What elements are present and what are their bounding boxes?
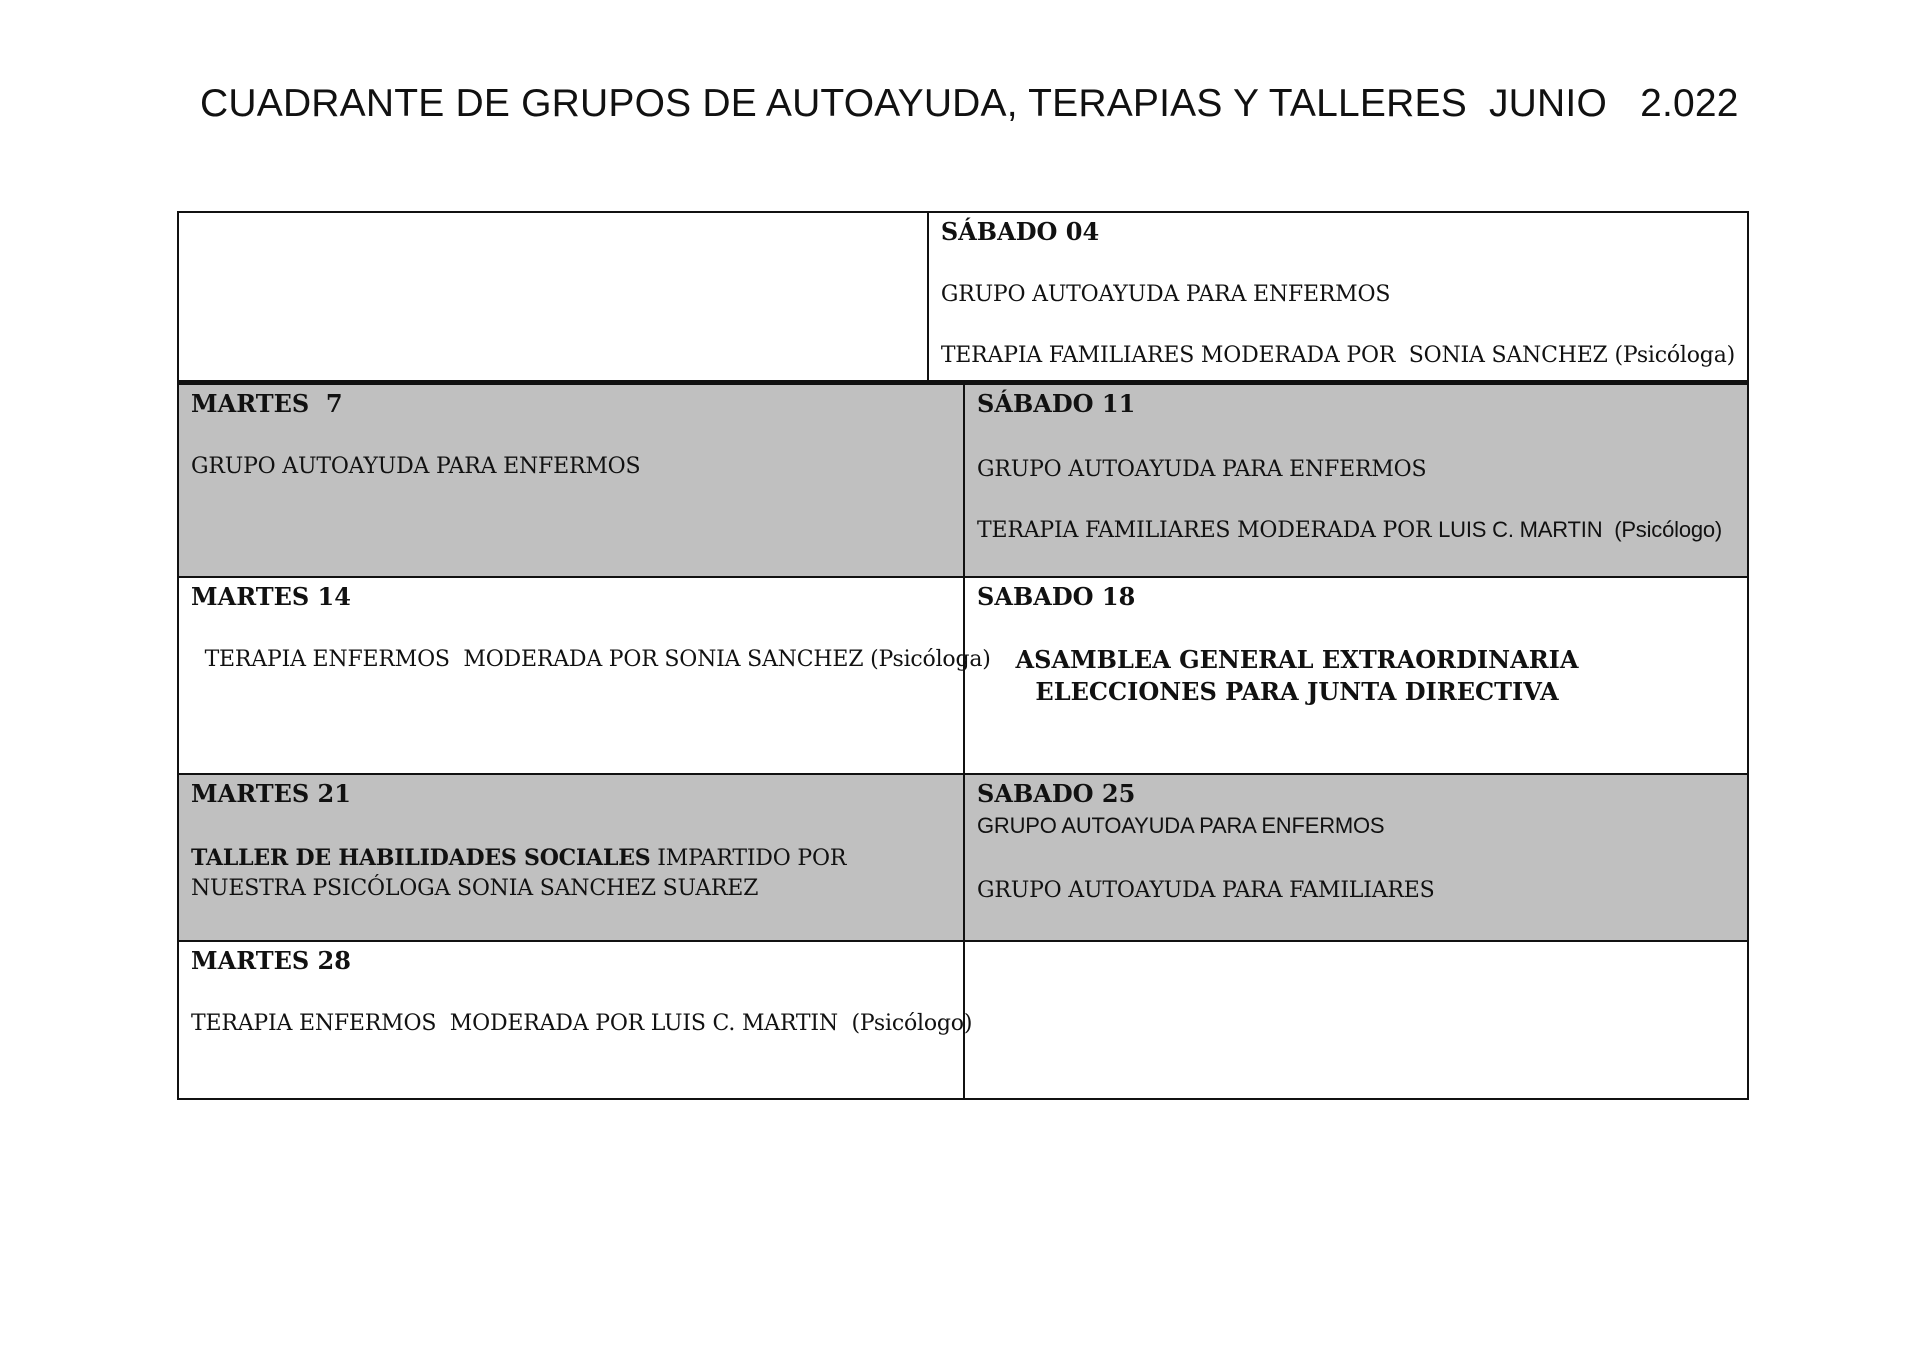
workshop-title: TALLER DE HABILIDADES SOCIALES	[191, 845, 651, 871]
schedule-cell-martes-28	[179, 942, 973, 1098]
session-line: GRUPO AUTOAYUDA PARA FAMILIARES	[977, 878, 1435, 903]
day-heading: SABADO 25	[977, 779, 1136, 808]
page-title: CUADRANTE DE GRUPOS DE AUTOAYUDA, TERAPIAS Y TALLERES JUNIO 2.022	[200, 82, 1739, 125]
schedule-table	[177, 211, 1749, 1100]
session-line: GRUPO AUTOAYUDA PARA ENFERMOS	[191, 454, 641, 479]
schedule-cell-martes-14	[179, 578, 991, 773]
day-heading: MARTES 21	[191, 779, 351, 808]
session-line: TERAPIA ENFERMOS MODERADA POR SONIA SANCHEZ (Psicóloga)	[191, 647, 991, 672]
session-line: GRUPO AUTOAYUDA PARA ENFERMOS	[940, 282, 1391, 307]
day-heading: SABADO 18	[977, 582, 1136, 611]
moderator-name: LUIS C. MARTIN (Psicólogo)	[1438, 517, 1723, 542]
session-line: TERAPIA ENFERMOS MODERADA POR LUIS C. MARTIN (Psicólogo)	[191, 1011, 973, 1036]
day-heading: MARTES 7	[191, 389, 343, 418]
session-text: TERAPIA FAMILIARES MODERADA POR	[977, 518, 1439, 543]
empty-cell	[965, 942, 1747, 1098]
session-line	[191, 843, 951, 874]
table-row	[179, 380, 1747, 576]
table-row	[179, 576, 1747, 773]
table-row	[179, 213, 1747, 380]
schedule-cell-martes-21	[179, 775, 965, 940]
schedule-cell-sabado-11	[965, 385, 1747, 576]
schedule-cell-sabado-04	[929, 213, 1747, 380]
table-row	[179, 940, 1747, 1098]
day-heading: SÁBADO 11	[977, 389, 1136, 418]
day-heading: MARTES 14	[191, 582, 351, 611]
session-line: GRUPO AUTOAYUDA PARA ENFERMOS	[977, 457, 1427, 482]
session-line: NUESTRA PSICÓLOGA SONIA SANCHEZ SUAREZ	[191, 876, 759, 901]
day-heading: MARTES 28	[191, 946, 351, 975]
day-heading: SÁBADO 04	[940, 217, 1100, 246]
session-text: IMPARTIDO POR	[650, 846, 847, 871]
assembly-line: ASAMBLEA GENERAL EXTRAORDINARIA	[1015, 645, 1579, 674]
schedule-cell-sabado-25	[965, 775, 1747, 940]
empty-cell	[179, 213, 929, 380]
schedule-cell-sabado-18	[965, 578, 1747, 773]
assembly-line: ELECCIONES PARA JUNTA DIRECTIVA	[1035, 677, 1559, 706]
session-line	[977, 515, 1735, 546]
session-line: GRUPO AUTOAYUDA PARA ENFERMOS	[977, 813, 1385, 838]
table-row	[179, 773, 1747, 940]
session-line: TERAPIA FAMILIARES MODERADA POR SONIA SANCHEZ (Psicóloga)	[940, 343, 1735, 368]
schedule-cell-martes-7	[179, 385, 965, 576]
assembly-notice	[977, 644, 1617, 708]
